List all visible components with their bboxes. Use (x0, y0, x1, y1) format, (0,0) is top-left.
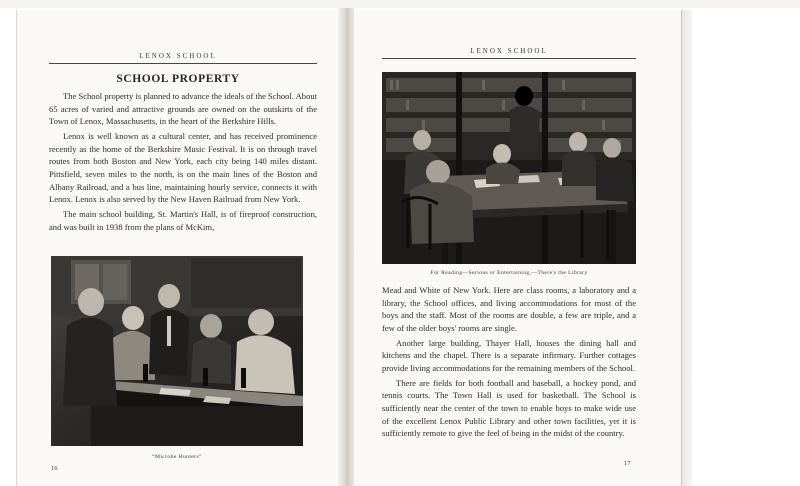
left-paragraph-1: The School property is planned to advance the ideals of the School. About 65 acres of varied and attractive grounds are owned on the outskirts of the Town of Lenox, Massachusetts, in the heart of the Berkshire Hills. (49, 91, 317, 127)
right-body-text (382, 284, 636, 440)
section-title: SCHOOL PROPERTY (116, 73, 240, 85)
right-paragraph-2: Another large building, Thayer Hall, houses the dining hall and kitchens and the chapel. There is a separate infirmary. Further cottages provide living accommodations for the remaining members of the School. (382, 337, 636, 373)
right-running-head: LENOX SCHOOL (470, 47, 548, 55)
left-body-text (49, 90, 317, 233)
right-page-number: 17 (624, 460, 631, 467)
library-photo (382, 72, 636, 264)
laboratory-photo (51, 256, 303, 446)
right-paragraph-3: There are fields for both football and baseball, a hockey pond, and tennis courts. The Town Hall is used for basketball. The School is sufficiently near the center of the town to enable boys to make wide use of the excellent Lenox Public Library and other town facilities, yet it is sufficiently remote to give the feel of being in the midst of the country. (382, 377, 636, 439)
left-paragraph-2: Lenox is well known as a cultural center, and has received prominence recently as the home of the Berkshire Music Festival. It is on through travel routes from both Boston and New York, each city being 140 miles distant. Pittsfield, seven miles to the north, is on the main lines of the Boston and Albany Railroad, and a bus line, maintaining hourly service, connects it with Lenox. Lenox is also served by the New Haven Railroad from New York. (49, 130, 317, 205)
left-paragraph-3: The main school building, St. Martin's Hall, is of fireproof construction, and was built in 1938 from the plans of McKim, (49, 208, 317, 232)
left-photo-caption: “Microbe Hunters” (152, 454, 202, 460)
right-page (354, 10, 681, 486)
left-page (16, 10, 339, 486)
left-page-number: 16 (51, 465, 58, 472)
scan-edge (0, 0, 800, 8)
book-gutter (338, 8, 354, 486)
page-edge (681, 10, 692, 486)
right-paragraph-1: Mead and White of New York. Here are class rooms, a laboratory and a library, the School offices, and living accommodations for most of the boys and the staff. Most of the rooms are double, a few are triple, and a few of the older boys' rooms are single. (382, 285, 636, 333)
left-running-head: LENOX SCHOOL (139, 52, 217, 60)
right-header-rule (382, 58, 636, 59)
right-photo-caption: For Reading—Serious or Entertaining,—There's the Library (430, 270, 588, 276)
left-header-rule (49, 63, 317, 64)
